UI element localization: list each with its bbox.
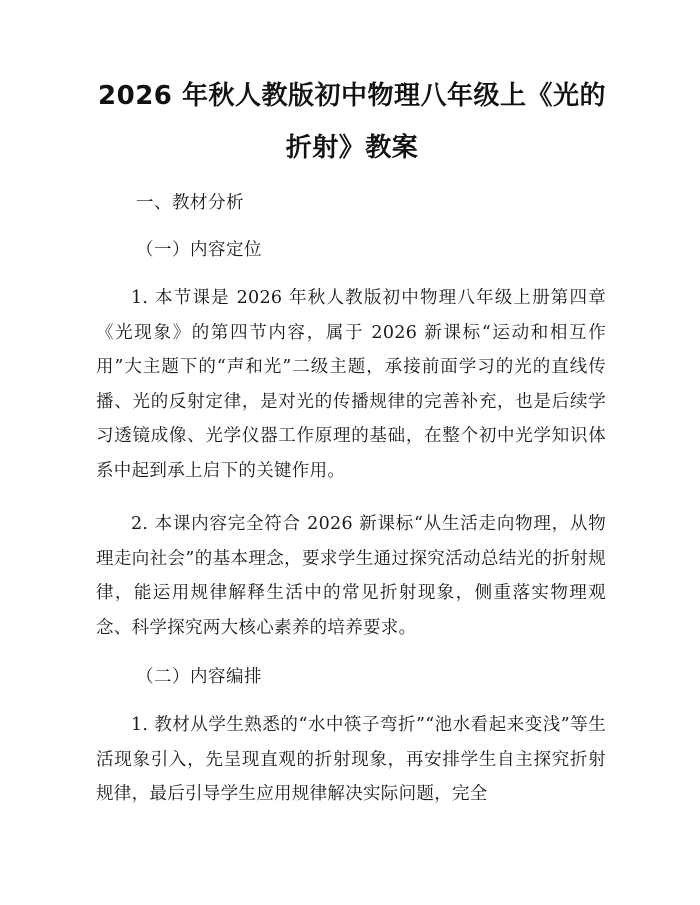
document-title: 2026 年秋人教版初中物理八年级上《光的折射》教案 bbox=[98, 81, 606, 163]
subsection-heading-content-arrangement: （二）内容编排 bbox=[136, 667, 262, 687]
subsection-heading-content-positioning: （一）内容定位 bbox=[136, 240, 262, 260]
paragraph-content-positioning-2: 2. 本课内容完全符合 2026 新课标“从生活走向物理，从物理走向社会”的基本理念，要求学生通过探究活动总结光的折射规律，能运用规律解释生活中的常见折射现象，侧重落实物理观念、科学探究两大核心素养的培养要求。 bbox=[96, 514, 606, 638]
section-heading-teaching-material-analysis: 一、教材分析 bbox=[136, 193, 244, 213]
paragraph-content-positioning-1: 1. 本节课是 2026 年秋人教版初中物理八年级上册第四章《光现象》的第四节内容，属于 2026 新课标“运动和相互作用”大主题下的“声和光”二级主题，承接前面学习的光的直线传播、光的反射定律，是对光的传播规律的完善补充，也是后续学习透镜成像、光学仪器工作原理的基础，在整个初中光学知识体系中起到承上启下的关键作用。 bbox=[96, 288, 606, 481]
paragraph-content-arrangement-1: 1. 教材从学生熟悉的“水中筷子弯折”“池水看起来变浅”等生活现象引入，先呈现直观的折射现象，再安排学生自主探究折射规律，最后引导学生应用规律解决实际问题，完全 bbox=[96, 715, 606, 804]
